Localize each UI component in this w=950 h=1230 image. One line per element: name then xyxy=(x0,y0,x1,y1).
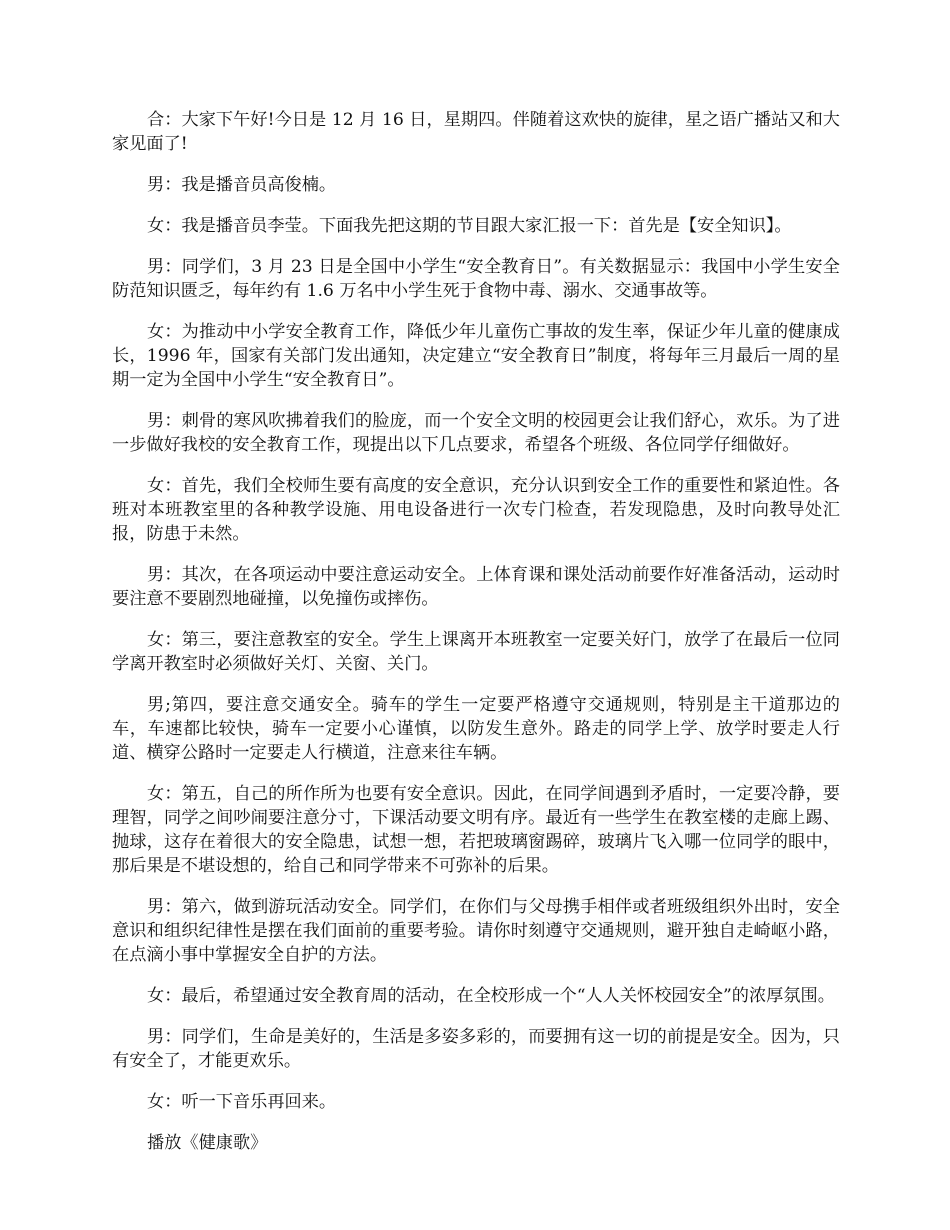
paragraph-requirement-fourth: 男;第四，要注意交通安全。骑车的学生一定要严格遵守交通规则，特别是主干道那边的车，车速都比较快，骑车一定要小心谨慎，以防发生意外。路走的同学上学、放学时要走人行道、横穿公路时一定要走人行横道，注意来往车辆。 xyxy=(112,695,840,763)
paragraph-safety-day: 男：同学们，3 月 23 日是全国中小学生“安全教育日”。有关数据显示：我国中小学生安全防范知识匮乏，每年约有 1.6 万名中小学生死于食物中毒、溺水、交通事故等。 xyxy=(112,257,840,301)
paragraph-play-song: 播放《健康歌》 xyxy=(147,1133,268,1153)
paragraph-safety-day-history: 女：为推动中小学安全教育工作，降低少年儿童伤亡事故的发生率，保证少年儿童的健康成长，1996 年，国家有关部门发出通知，决定建立“安全教育日”制度，将每年三月最后一周的星期一定为全国中小学生“安全教育日”。 xyxy=(112,322,840,390)
paragraph-requirement-second: 男：其次，在各项运动中要注意运动安全。上体育课和课处活动前要作好准备活动，运动时要注意不要剧烈地碰撞，以免撞伤或摔伤。 xyxy=(112,565,840,609)
paragraph-host-male-intro: 男：我是播音员高俊楠。 xyxy=(147,175,337,195)
paragraph-requirement-third: 女：第三，要注意教室的安全。学生上课离开本班教室一定要关好门，放学了在最后一位同学离开教室时必须做好关灯、关窗、关门。 xyxy=(112,630,840,674)
document-page xyxy=(112,108,840,1172)
paragraph-host-female-intro: 女：我是播音员李莹。下面我先把这期的节目跟大家汇报一下：首先是【安全知识】。 xyxy=(147,216,792,236)
paragraph-life-safety: 男：同学们，生命是美好的，生活是多姿多彩的，而要拥有这一切的前提是安全。因为，只有安全了，才能更欢乐。 xyxy=(112,1027,840,1071)
paragraph-requirement-fifth: 女：第五，自己的所作所为也要有安全意识。因此，在同学间遇到矛盾时，一定要冷静，要理智，同学之间吵闹要注意分寸，下课活动要文明有序。最近有一些学生在教室楼的走廊上踢、抛球，这存在着很大的安全隐患，试想一想，若把玻璃窗踢碎，玻璃片飞入哪一位同学的眼中，那后果是不堪设想的，给自己和同学带来不可弥补的后果。 xyxy=(112,784,840,876)
paragraph-closing-wish: 女：最后，希望通过安全教育周的活动，在全校形成一个“人人关怀校园安全”的浓厚氛围。 xyxy=(147,986,835,1006)
paragraph-requirements-intro: 男：刺骨的寒风吹拂着我们的脸庞，而一个安全文明的校园更会让我们舒心，欢乐。为了进一步做好我校的安全教育工作，现提出以下几点要求，希望各个班级、各位同学仔细做好。 xyxy=(112,411,840,455)
paragraph-greeting: 合：大家下午好!今日是 12 月 16 日，星期四。伴随着这欢快的旋律，星之语广播站又和大家见面了! xyxy=(112,110,840,154)
paragraph-music-break: 女：听一下音乐再回来。 xyxy=(147,1092,337,1112)
paragraph-requirement-first: 女：首先，我们全校师生要有高度的安全意识，充分认识到安全工作的重要性和紧迫性。各班对本班教室里的各种教学设施、用电设备进行一次专门检查，若发现隐患，及时向教导处汇报，防患于未然。 xyxy=(112,476,840,544)
paragraph-requirement-sixth: 男：第六，做到游玩活动安全。同学们，在你们与父母携手相伴或者班级组织外出时，安全意识和组织纪律性是摆在我们面前的重要考验。请你时刻遵守交通规则，避开独自走崎岖小路，在点滴小事中掌握安全自护的方法。 xyxy=(112,897,840,965)
